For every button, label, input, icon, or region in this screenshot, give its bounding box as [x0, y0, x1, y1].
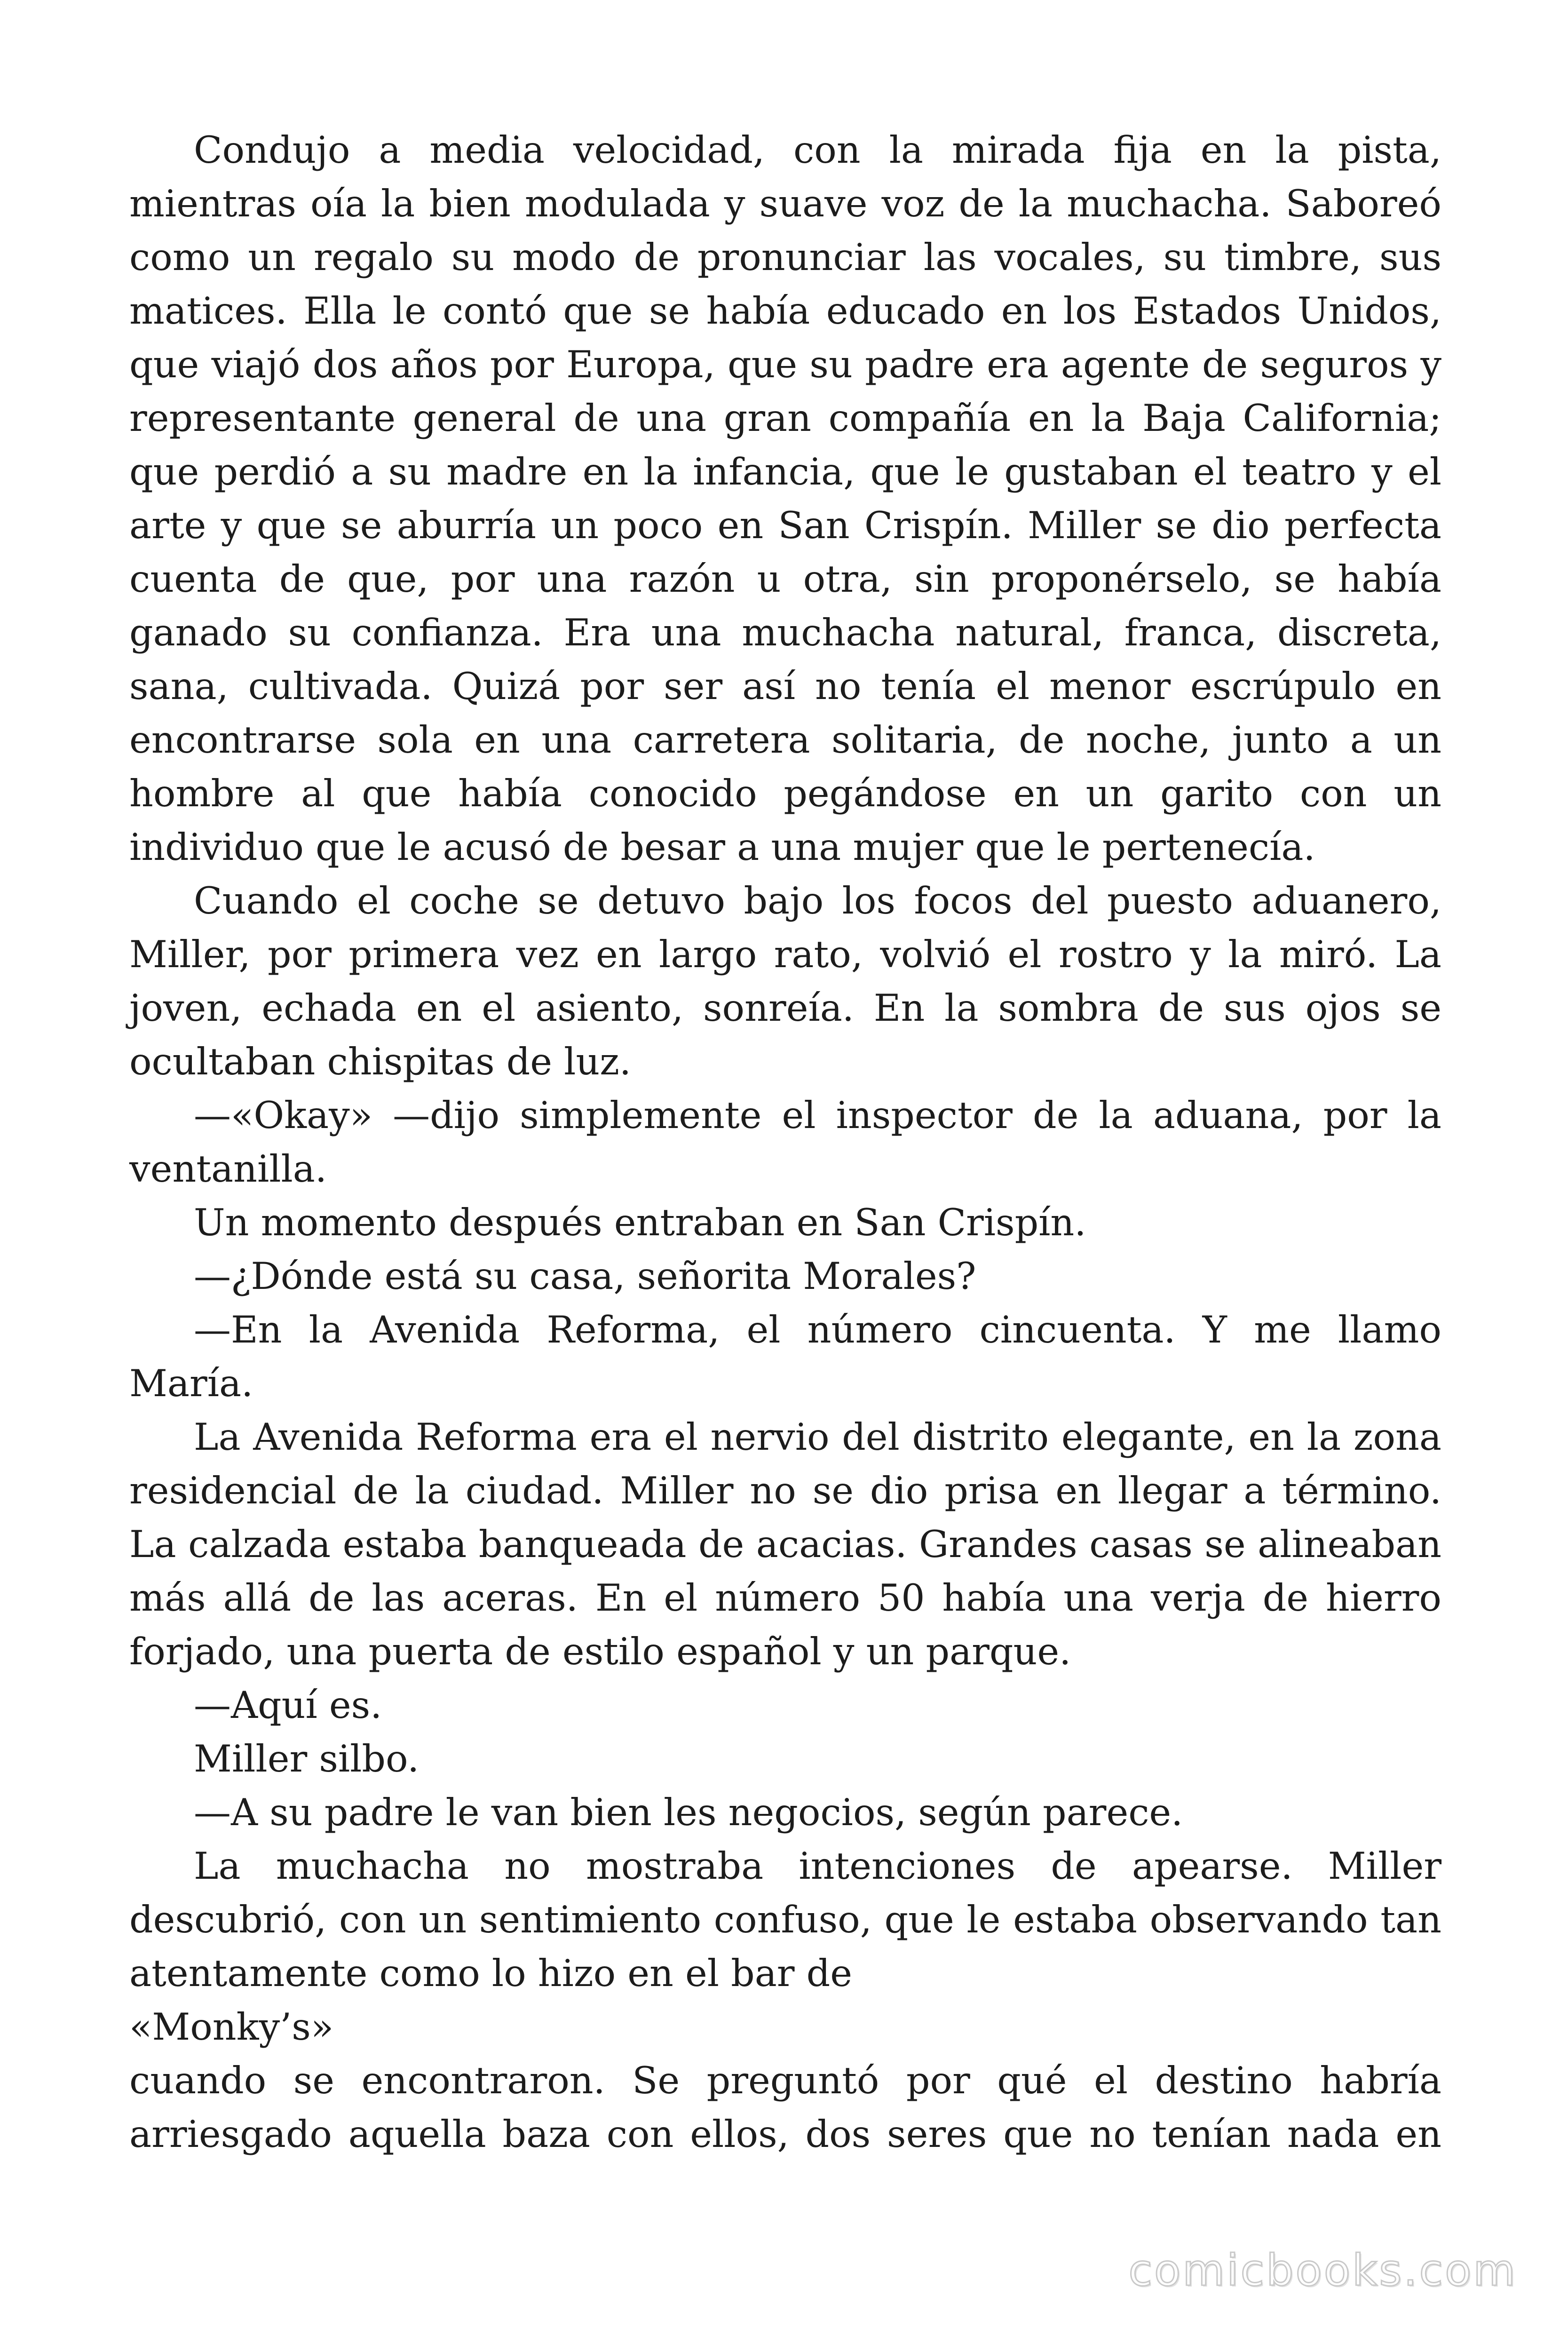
- paragraph: Un momento después entraban en San Crispín.: [194, 1201, 1086, 1244]
- paragraph: La Avenida Reforma era el nervio del distrito elegante, en la zona residencial de la ciudad. Miller no se dio prisa en llegar a término. La calzada estaba banqueada de acacias. Grandes casas se alineaban más allá de las aceras. En el número 50 había una verja de hierro forjado, una puerta de estilo español y un parque.: [129, 1415, 1441, 1673]
- paragraph: —«Okay» —dijo simplemente el inspector de la aduana, por la ventanilla.: [129, 1094, 1441, 1191]
- paragraph: cuando se encontraron. Se preguntó por qué el destino habría arriesgado aquella baza con ellos, dos seres que no tenían nada en: [129, 2059, 1441, 2156]
- paragraph: —Aquí es.: [194, 1684, 382, 1727]
- paragraph: Condujo a media velocidad, con la mirada fija en la pista, mientras oía la bien modulada y suave voz de la muchacha. Saboreó como un regalo su modo de pronunciar las vocales, su timbre, sus matices. Ella le contó que se había educado en los Estados Unidos, que viajó dos años por Europa, que su padre era agente de seguros y representante general de una gran compañía en la Baja California; que perdió a su madre en la infancia, que le gustaban el teatro y el arte y que se aburría un poco en San Crispín. Miller se dio perfecta cuenta de que, por una razón u otra, sin proponérselo, se había ganado su confianza. Era una muchacha natural, franca, discreta, sana, cultivada. Quizá por ser así no tenía el menor escrúpulo en encontrarse sola en una carretera solitaria, de noche, junto a un hombre al que había conocido pegándose en un garito con un individuo que le acusó de besar a una mujer que le pertenecía.: [129, 128, 1441, 869]
- paragraph: Cuando el coche se detuvo bajo los focos del puesto aduanero, Miller, por primera vez en largo rato, volvió el rostro y la miró. La joven, echada en el asiento, sonreía. En la sombra de sus ojos se ocultaban chispitas de luz.: [129, 879, 1441, 1083]
- watermark: comicbooks.com: [1128, 2245, 1517, 2296]
- paragraph: —A su padre le van bien les negocios, según parece.: [194, 1791, 1183, 1834]
- page-body: [129, 123, 1441, 2161]
- paragraph: —¿Dónde está su casa, señorita Morales?: [194, 1255, 976, 1298]
- paragraph: «Monky’s»: [129, 2005, 334, 2049]
- paragraph: Miller silbo.: [194, 1737, 420, 1780]
- paragraph: La muchacha no mostraba intenciones de apearse. Miller descubrió, con un sentimiento confuso, que le estaba observando tan atentamente como lo hizo en el bar de: [129, 1844, 1441, 1995]
- paragraph: —En la Avenida Reforma, el número cincuenta. Y me llamo María.: [129, 1308, 1441, 1405]
